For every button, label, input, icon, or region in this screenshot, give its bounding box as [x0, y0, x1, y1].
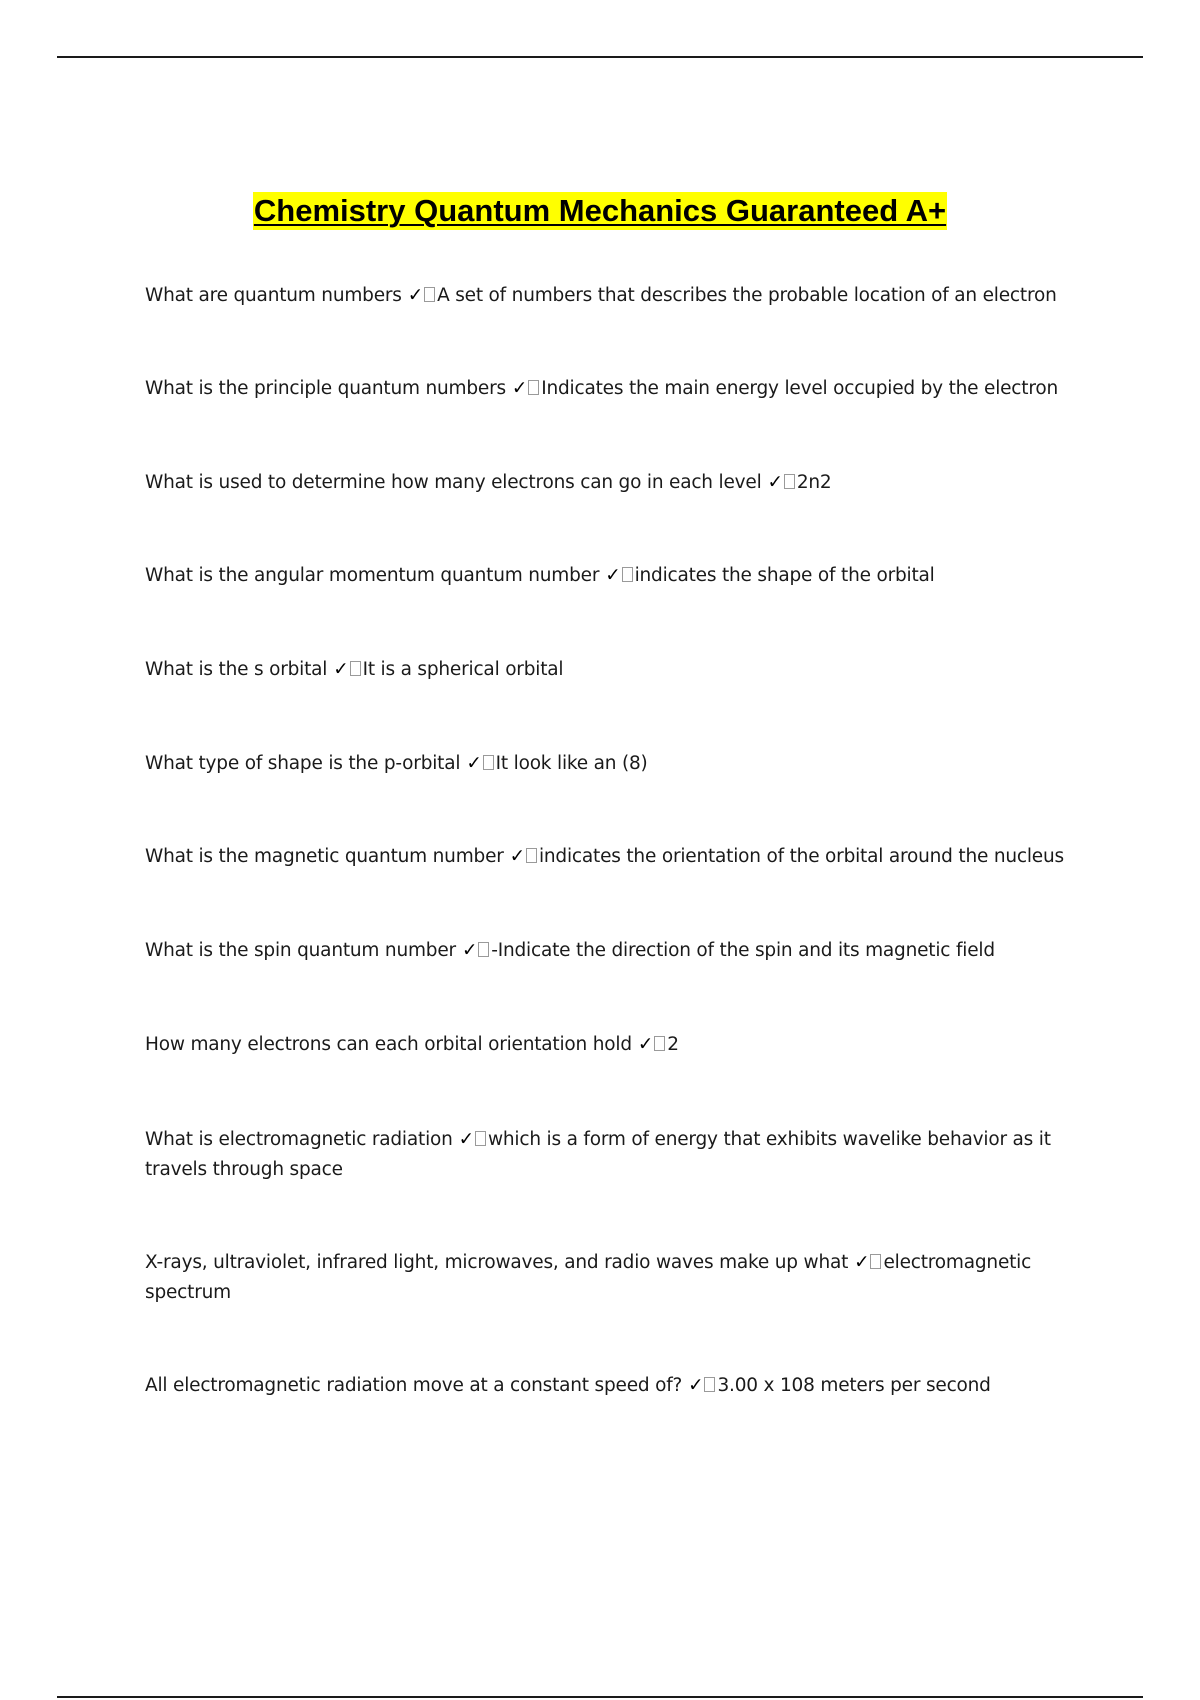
qa-item-7	[145, 842, 1075, 872]
qa-item-9	[145, 1030, 1075, 1060]
box-icon	[483, 755, 494, 770]
box-icon	[528, 380, 539, 395]
answer-text: -Indicate the direction of the spin and its magnetic field	[491, 940, 995, 961]
question-text: What is used to determine how many electrons can go in each level	[145, 472, 762, 493]
question-text: What are quantum numbers	[145, 285, 402, 306]
qa-item-10	[145, 1125, 1075, 1185]
question-text: All electromagnetic radiation move at a constant speed of?	[145, 1375, 683, 1396]
qa-item-11	[145, 1248, 1075, 1308]
check-icon: ✓	[854, 1252, 870, 1273]
question-text: What is the principle quantum numbers	[145, 378, 506, 399]
qa-item-5	[145, 655, 1075, 685]
answer-text: which is a form of energy that exhibits wavelike behavior as it travels through space	[145, 1129, 1051, 1180]
qa-item-2	[145, 374, 1075, 404]
title-container	[0, 192, 1200, 230]
qa-item-6	[145, 749, 1075, 779]
check-icon: ✓	[605, 565, 621, 586]
box-icon	[654, 1036, 665, 1051]
check-icon: ✓	[511, 378, 528, 399]
qa-item-3	[145, 468, 1075, 498]
check-icon: ✓	[333, 659, 349, 680]
top-rule	[57, 56, 1143, 58]
answer-text: 3.00 x 108 meters per second	[717, 1375, 991, 1396]
box-icon	[350, 661, 361, 676]
check-icon: ✓	[767, 472, 783, 493]
box-icon	[478, 942, 489, 957]
question-text: What is electromagnetic radiation	[145, 1129, 453, 1150]
box-icon	[475, 1131, 486, 1146]
question-text: What is the magnetic quantum number	[145, 846, 504, 867]
answer-text: It look like an (8)	[495, 753, 648, 774]
box-icon	[424, 287, 435, 302]
answer-text: 2n2	[796, 472, 832, 493]
question-text: X-rays, ultraviolet, infrared light, microwaves, and radio waves make up what	[145, 1252, 849, 1273]
answer-text: 2	[667, 1034, 679, 1055]
box-icon	[784, 474, 795, 489]
question-text: What is the angular momentum quantum number	[145, 565, 600, 586]
check-icon: ✓	[509, 846, 525, 867]
answer-text: indicates the orientation of the orbital around the nucleus	[538, 846, 1064, 867]
question-text: What is the s orbital	[145, 659, 328, 680]
answer-text: A set of numbers that describes the probable location of an electron	[437, 285, 1057, 306]
box-icon	[622, 567, 633, 582]
question-text: What is the spin quantum number	[145, 940, 456, 961]
check-icon: ✓	[688, 1375, 704, 1396]
qa-item-4	[145, 561, 1075, 591]
document-title: Chemistry Quantum Mechanics Guaranteed A+	[253, 193, 947, 228]
bottom-rule	[57, 1696, 1143, 1698]
check-icon: ✓	[461, 940, 478, 961]
box-icon	[526, 848, 537, 863]
check-icon: ✓	[466, 753, 482, 774]
qa-item-1	[145, 281, 1075, 311]
qa-item-8	[145, 936, 1075, 966]
check-icon: ✓	[458, 1129, 474, 1150]
answer-text: electromagnetic spectrum	[145, 1252, 1032, 1303]
answer-text: indicates the shape of the orbital	[634, 565, 935, 586]
answer-text: It is a spherical orbital	[362, 659, 564, 680]
question-text: What type of shape is the p-orbital	[145, 753, 461, 774]
check-icon: ✓	[637, 1034, 654, 1055]
qa-item-12	[145, 1371, 1075, 1401]
box-icon	[704, 1377, 715, 1392]
box-icon	[870, 1254, 881, 1269]
check-icon: ✓	[407, 285, 424, 306]
question-text: How many electrons can each orbital orientation hold	[145, 1034, 632, 1055]
answer-text: Indicates the main energy level occupied by the electron	[541, 378, 1058, 399]
